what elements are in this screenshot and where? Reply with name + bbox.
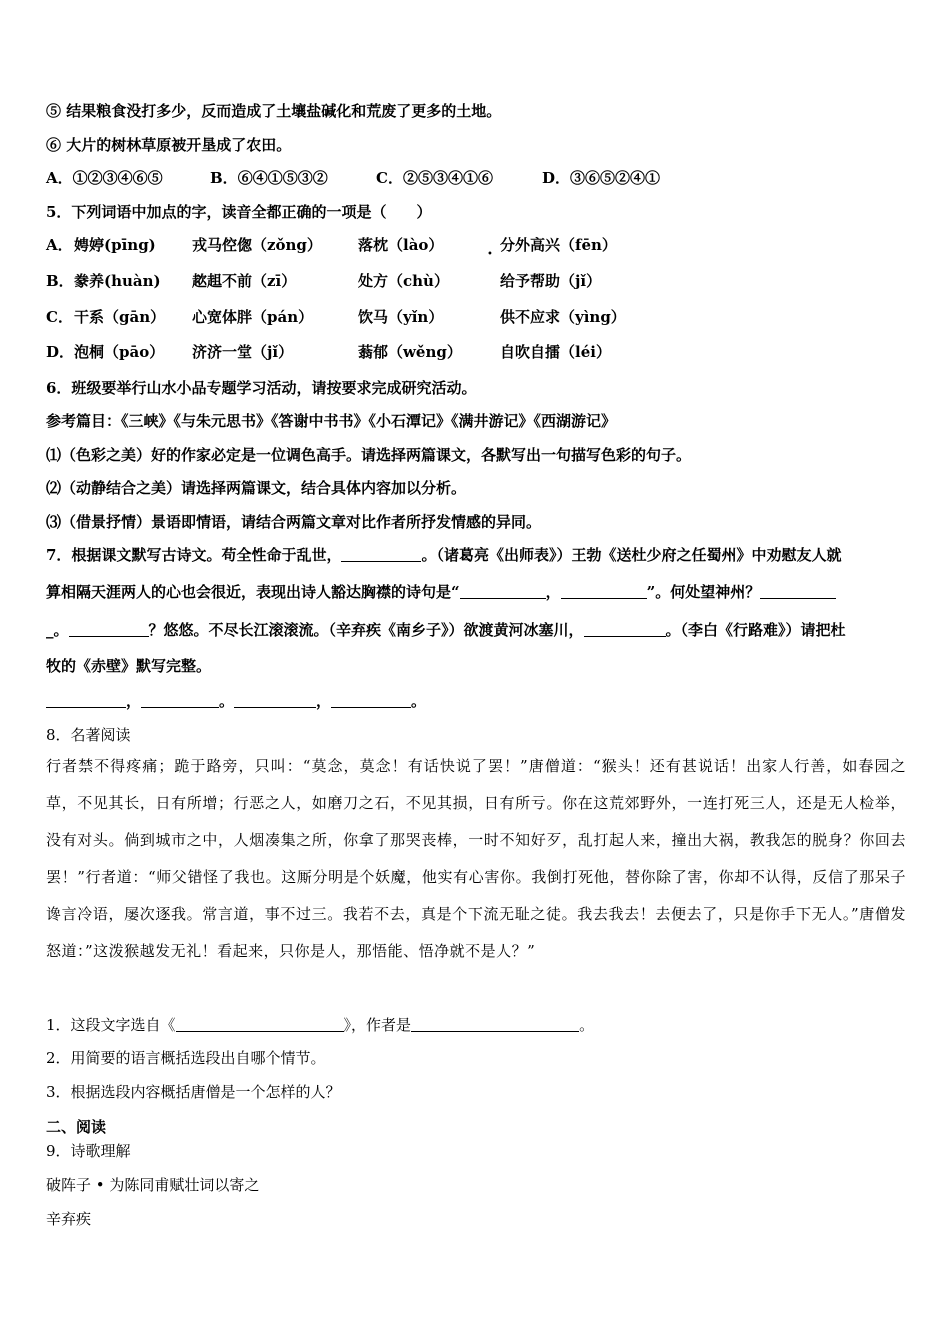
fill-blank[interactable] bbox=[460, 584, 546, 599]
q6-part-3: ⑶（借景抒情）景语即情语，请结合两篇文章对比作者所抒发情感的异同。 bbox=[46, 513, 542, 531]
q7-line-1 bbox=[46, 545, 841, 565]
q4-option-d: D．③⑥⑤②④① bbox=[542, 169, 661, 187]
fill-blank[interactable] bbox=[141, 693, 219, 708]
option-letter: C． bbox=[46, 308, 73, 326]
fill-blank[interactable] bbox=[561, 584, 647, 599]
text: 。（李白《行路难》）请把杜 bbox=[665, 621, 846, 639]
fill-blank[interactable] bbox=[411, 1017, 579, 1032]
fill-blank[interactable] bbox=[69, 622, 149, 637]
text: ， bbox=[126, 692, 142, 710]
q8-sub-3: 3．根据选段内容概括唐僧是一个怎样的人？ bbox=[46, 1083, 341, 1101]
word-item: 自吹自擂（léi） bbox=[500, 343, 611, 361]
poem-author: 辛弃疾 bbox=[46, 1210, 92, 1228]
q7-line-2 bbox=[46, 582, 836, 602]
word-item: 给予帮助（jǐ） bbox=[500, 272, 602, 290]
text: 。 bbox=[579, 1016, 595, 1034]
q8-sub-1 bbox=[46, 1015, 594, 1035]
q7-line-3 bbox=[46, 620, 846, 640]
fill-blank[interactable] bbox=[46, 693, 126, 708]
option-letter: B． bbox=[46, 272, 74, 290]
q4-option-a: A．①②③④⑥⑤ bbox=[46, 169, 163, 187]
word-item: 济济一堂（jǐ） bbox=[192, 343, 294, 361]
word-item: 心宽体胖（pán） bbox=[192, 308, 314, 326]
passage-text: 行者禁不得疼痛；跪于路旁，只叫：“莫念，莫念！有话快说了罢！”唐僧道：“猴头！还有甚说话！出家人行善，如春园之草，不见其长，日有所增；行恶之人，如磨刀之石，不见其损，日有所亏。你在这荒郊野外，一连打死三人，还是无人检举，没有对头。倘到城市之中，人烟凑集之所，你拿了那哭丧棒，一时不知好歹，乱打起人来，撞出大祸，教我怎的脱身？你回去罢！”行者道：“师父错怪了我也。这厮分明是个妖魔，他实有心害你。我倒打死他，替你除了害，你却不认得，反信了那呆子谗言冷语，屡次逐我。常言道，事不过三。我若不去，真是个下流无耻之徒。我去我去！去便去了，只是你手下无人。”唐僧发怒道：”这泼猴越发无礼！看起来，只你是人，那悟能、悟净就不是人？” bbox=[46, 757, 906, 960]
word-item: 分外高兴（fēn） bbox=[500, 236, 617, 254]
text: ”。何处望神州？ bbox=[646, 583, 761, 601]
text: 。（诸葛亮《出师表》）王勃《送杜少府之任蜀州》中劝慰友人就 bbox=[421, 546, 842, 564]
word-item: 趑趄不前（zī） bbox=[192, 272, 297, 290]
word-item: 戎马倥偬（zǒng） bbox=[192, 236, 322, 254]
emphasis-dot: • bbox=[487, 249, 493, 260]
fill-blank[interactable] bbox=[584, 622, 666, 637]
q6-part-1: ⑴（色彩之美）好的作家必定是一位调色高手。请选择两篇课文，各默写出一句描写色彩的句子。 bbox=[46, 446, 692, 464]
q6-part-2: ⑵（动静结合之美）请选择两篇课文，结合具体内容加以分析。 bbox=[46, 479, 467, 497]
text: ， bbox=[316, 692, 332, 710]
q8-passage bbox=[46, 748, 906, 970]
text: 。 bbox=[219, 692, 235, 710]
word-item: 处方（chù） bbox=[358, 272, 449, 290]
text: 》，作者是 bbox=[343, 1016, 412, 1034]
q8-sub-2: 2．用简要的语言概括选段出自哪个情节。 bbox=[46, 1049, 326, 1067]
q8-title: 8．名著阅读 bbox=[46, 726, 131, 744]
text: ？悠悠。不尽长江滚滚流。（辛弃疾《南乡子》）欲渡黄河冰塞川， bbox=[148, 621, 584, 639]
q4-option-b: B．⑥④①⑤③② bbox=[210, 169, 328, 187]
text: 7．根据课文默写古诗文。苟全性命于乱世， bbox=[46, 546, 342, 564]
q5-option-a bbox=[46, 235, 617, 255]
word-item: 供不应求（yìng） bbox=[500, 308, 626, 326]
word-item: 娉婷(pīng) bbox=[74, 236, 156, 254]
text: _。 bbox=[46, 621, 69, 639]
text: 算相隔天涯两人的心也会很近，表现出诗人豁达胸襟的诗句是“ bbox=[46, 583, 460, 601]
q6-references: 参考篇目：《三峡》《与朱元思书》《答谢中书书》《小石潭记》《满井游记》《西湖游记》 bbox=[46, 412, 617, 430]
q4-options bbox=[46, 168, 660, 188]
fill-blank[interactable] bbox=[331, 693, 411, 708]
word-item: 落枕（lào） bbox=[358, 236, 444, 254]
q5-option-c bbox=[46, 307, 626, 327]
word-item: 泡桐（pāo） bbox=[74, 343, 165, 361]
option-letter: D． bbox=[46, 343, 75, 361]
fill-blank[interactable] bbox=[341, 547, 421, 562]
fill-blank[interactable] bbox=[760, 584, 836, 599]
text: ， bbox=[545, 583, 561, 601]
q5-stem: 5．下列词语中加点的字，读音全都正确的一项是（ ） bbox=[46, 203, 432, 221]
fill-blank[interactable] bbox=[176, 1017, 344, 1032]
q4-option-c: C．②⑤③④①⑥ bbox=[376, 169, 493, 187]
option-letter: A． bbox=[46, 236, 73, 254]
fill-blank[interactable] bbox=[234, 693, 316, 708]
q4-item-6: ⑥ 大片的树林草原被开垦成了农田。 bbox=[46, 136, 292, 154]
word-item: 干系（gān） bbox=[74, 308, 166, 326]
text: 1．这段文字选自《 bbox=[46, 1016, 176, 1034]
q4-item-5: ⑤ 结果粮食没打多少，反而造成了土壤盐碱化和荒废了更多的土地。 bbox=[46, 102, 502, 120]
q7-line-4: 牧的《赤壁》默写完整。 bbox=[46, 657, 212, 675]
poem-title: 破阵子 • 为陈同甫赋壮词以寄之 bbox=[46, 1176, 260, 1194]
q5-option-b bbox=[46, 271, 601, 291]
q7-line-5 bbox=[46, 691, 426, 711]
q5-option-d bbox=[46, 342, 611, 362]
word-item: 豢养(huàn) bbox=[74, 272, 161, 290]
word-item: 蓊郁（wěng） bbox=[358, 343, 462, 361]
word-item: 饮马（yǐn） bbox=[358, 308, 444, 326]
q9-title: 9．诗歌理解 bbox=[46, 1142, 131, 1160]
text: 。 bbox=[411, 692, 427, 710]
section-heading: 二、阅读 bbox=[46, 1118, 107, 1136]
q6-stem: 6．班级要举行山水小品专题学习活动，请按要求完成研究活动。 bbox=[46, 379, 477, 397]
